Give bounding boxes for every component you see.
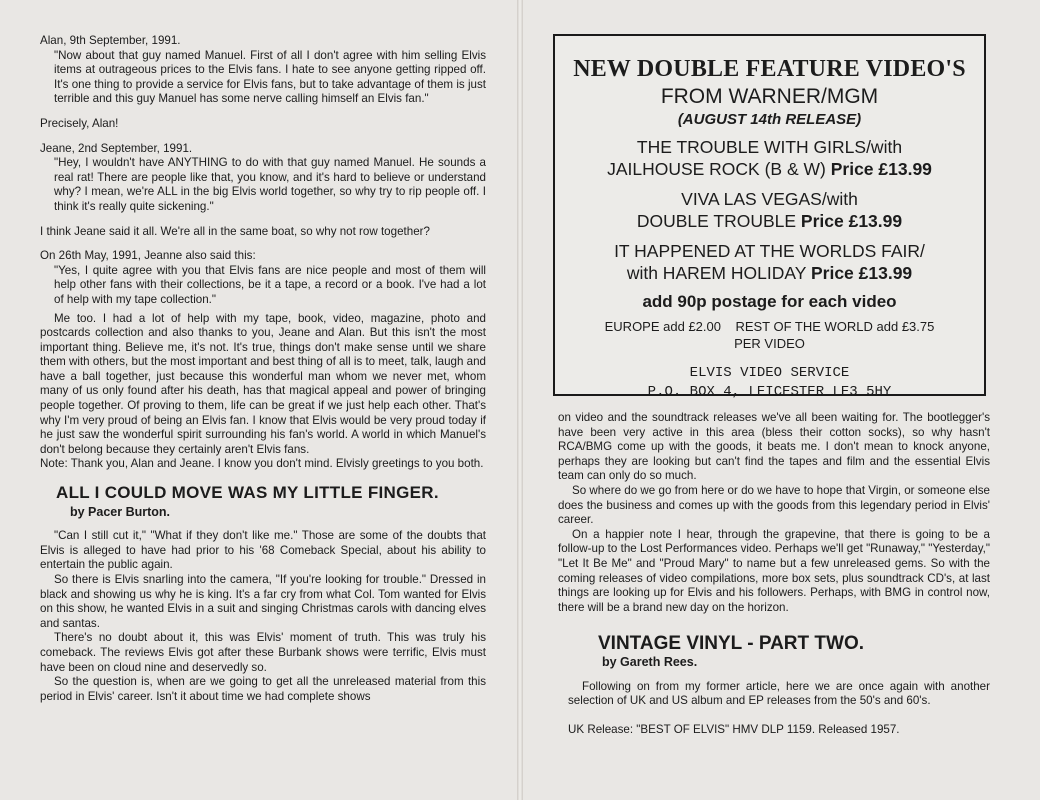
letter-quote: "Yes, I quite agree with you that Elvis fans are nice people and most of them will help other fans with their collections, be it a tape, a record or a book. I've had a lot of help with my tape collection." <box>54 263 486 306</box>
ad-title: NEW DOUBLE FEATURE VIDEO'S <box>573 56 966 82</box>
article-byline: by Pacer Burton. <box>70 504 171 519</box>
letter-header: On 26th May, 1991, Jeanne also said this: <box>40 249 256 263</box>
editor-note: Note: Thank you, Alan and Jeane. I know you don't mind. Elvisly greetings to you both. <box>40 457 484 471</box>
ad-item-line: DOUBLE TROUBLE <box>636 211 797 231</box>
ad-item <box>555 240 984 284</box>
ad-item-line-price-row <box>555 262 984 284</box>
editor-reply: I think Jeane said it all. We're all in the same boat, so why not row together? <box>40 224 430 238</box>
left-page <box>0 0 517 800</box>
ad-address-block <box>555 364 984 402</box>
ad-item-line-price-row <box>555 210 984 232</box>
article-paragraph: on video and the soundtrack releases we've all been waiting for. The bootlegger's have been very active in this area (bless their cotton socks), so why hasn't RCA/BMG come up with the goods, it beats me. I don't mean to knock anyone, perhaps they are looking but can't find the tapes and film and the essential Elvis team can only do so much. <box>558 411 990 483</box>
uk-release-line: UK Release: "BEST OF ELVIS" HMV DLP 1159. Released 1957. <box>568 722 900 736</box>
video-advert-box <box>553 34 986 400</box>
vinyl-article-title: VINTAGE VINYL - PART TWO. <box>598 633 864 655</box>
editor-paragraph: Me too. I had a lot of help with my tape, book, video, magazine, photo and postcards collection and also thanks to you, Jeane and Alan. But this isn't the most important thing. Believe me, it's not. It's true, things don't make sense until we share them with others, but the most important and best thing of all is to meet, talk, laugh and have a ball together, just because this wonderful man whom we never met, whom many of us only found after his death, has that magical appeal and power of bringing people together. Of proving to them, life can be great if we just help each other. That's why I'm very proud of being an Elvis fan. I know that Elvis would be very proud today if he just saw the wonderful spirit surrounding his fan's world. A world in which Manuel's don't belong because they certainly aren't Elvis fans. <box>40 311 486 456</box>
ad-item-line-price-row <box>555 158 984 180</box>
article-paragraph: On a happier note I hear, through the grapevine, that there is going to be a follow-up to the Lost Performances video. Perhaps we'll get "Runaway," "Yesterday," "Let It Be Me" and "Proud Mary" to name but a few unreleased gems. So with the coming releases of video compilations, more box sets, plus soundtrack CD's, at last things are looking up for Elvis and his followers. Perhaps, with BMG in control now, there will be a brand new day on the horizon. <box>558 527 990 614</box>
article-paragraph: So the question is, when are we going to get all the unreleased material from this period in Elvis' career. Isn't it about time we had complete shows <box>40 675 486 703</box>
ad-address: P.O. BOX 4, LEICESTER LE3 5HY <box>647 384 892 400</box>
ad-item-line: JAILHOUSE ROCK (B & W) <box>607 159 826 179</box>
ad-item-line: THE TROUBLE WITH GIRLS/with <box>636 137 903 157</box>
ad-release-date: (AUGUST 14th RELEASE) <box>677 111 862 128</box>
ad-item-line: with HAREM HOLIDAY <box>626 263 807 283</box>
article-title: ALL I COULD MOVE WAS MY LITTLE FINGER. <box>56 483 439 503</box>
ad-europe-rate: EUROPE add £2.00 <box>604 319 721 334</box>
ad-item-line: IT HAPPENED AT THE WORLDS FAIR/ <box>614 241 925 261</box>
right-page <box>523 0 1040 800</box>
article-paragraph: "Can I still cut it," "What if they don't like me." Those are some of the doubts that Elvis is alleged to have had prior to his '68 Comeback Special, about his ability to entertain the public again. <box>40 529 486 572</box>
article-paragraph: So there is Elvis snarling into the camera, "If you're looking for trouble." Dressed in black and showing us why he is king. It's a far cry from what Col. Tom wanted for Elvis on this show, he wanted Elvis in a suit and singing Christmas carols with dancing elves and santas. <box>40 573 486 630</box>
right-column <box>558 411 990 737</box>
ad-item-line: VIVA LAS VEGAS/with <box>681 189 858 209</box>
ad-item-price: Price £13.99 <box>800 211 903 231</box>
letter-header: Jeane, 2nd September, 1991. <box>40 141 193 155</box>
letter-quote: "Now about that guy named Manuel. First of all I don't agree with him selling Elvis items at outrageous prices to the Elvis fans. I hate to see anyone getting ripped off. It's one thing to provide a service for Elvis fans, but to take advantage of them is just terrible and this guy Manuel has some nerve calling himself an Elvis fan." <box>54 48 486 106</box>
vinyl-article-byline: by Gareth Rees. <box>602 654 698 669</box>
ad-item <box>555 136 984 180</box>
article-paragraph: Following on from my former article, here we are once again with another selection of UK and US album and EP releases from the 50's and 60's. <box>568 679 990 708</box>
ad-item-price: Price £13.99 <box>810 263 913 283</box>
letter-header: Alan, 9th September, 1991. <box>40 34 181 47</box>
article-paragraph: There's no doubt about it, this was Elvis' moment of truth. This was truly his comeback. The reviews Elvis got after these Burbank shows were terrific, Elvis must have been on cloud nine and deservedly so. <box>40 631 486 674</box>
ad-service-name: ELVIS VIDEO SERVICE <box>689 365 850 381</box>
editor-reply: Precisely, Alan! <box>40 116 119 130</box>
article-paragraph: So where do we go from here or do we have to hope that Virgin, or someone else does the business and comes up with the goods from this legendary period in Elvis' career. <box>558 483 990 527</box>
ad-item <box>555 188 984 232</box>
ad-postage: add 90p postage for each video <box>642 292 897 311</box>
ad-world-rate: REST OF THE WORLD add £3.75 <box>735 319 935 334</box>
ad-item-price: Price £13.99 <box>830 159 932 179</box>
left-column <box>40 34 486 704</box>
ad-shipping-rates <box>555 318 984 352</box>
ad-subtitle: FROM WARNER/MGM <box>660 85 879 108</box>
letter-quote: "Hey, I wouldn't have ANYTHING to do with that guy named Manuel. He sounds a real rat! There are people like that, you know, and it's hard to believe or understand why? I mean, we're ALL in the big Elvis world together, so why try to rip people off. I think it's really quite sickening." <box>54 156 486 213</box>
ad-per-video: PER VIDEO <box>734 336 805 351</box>
